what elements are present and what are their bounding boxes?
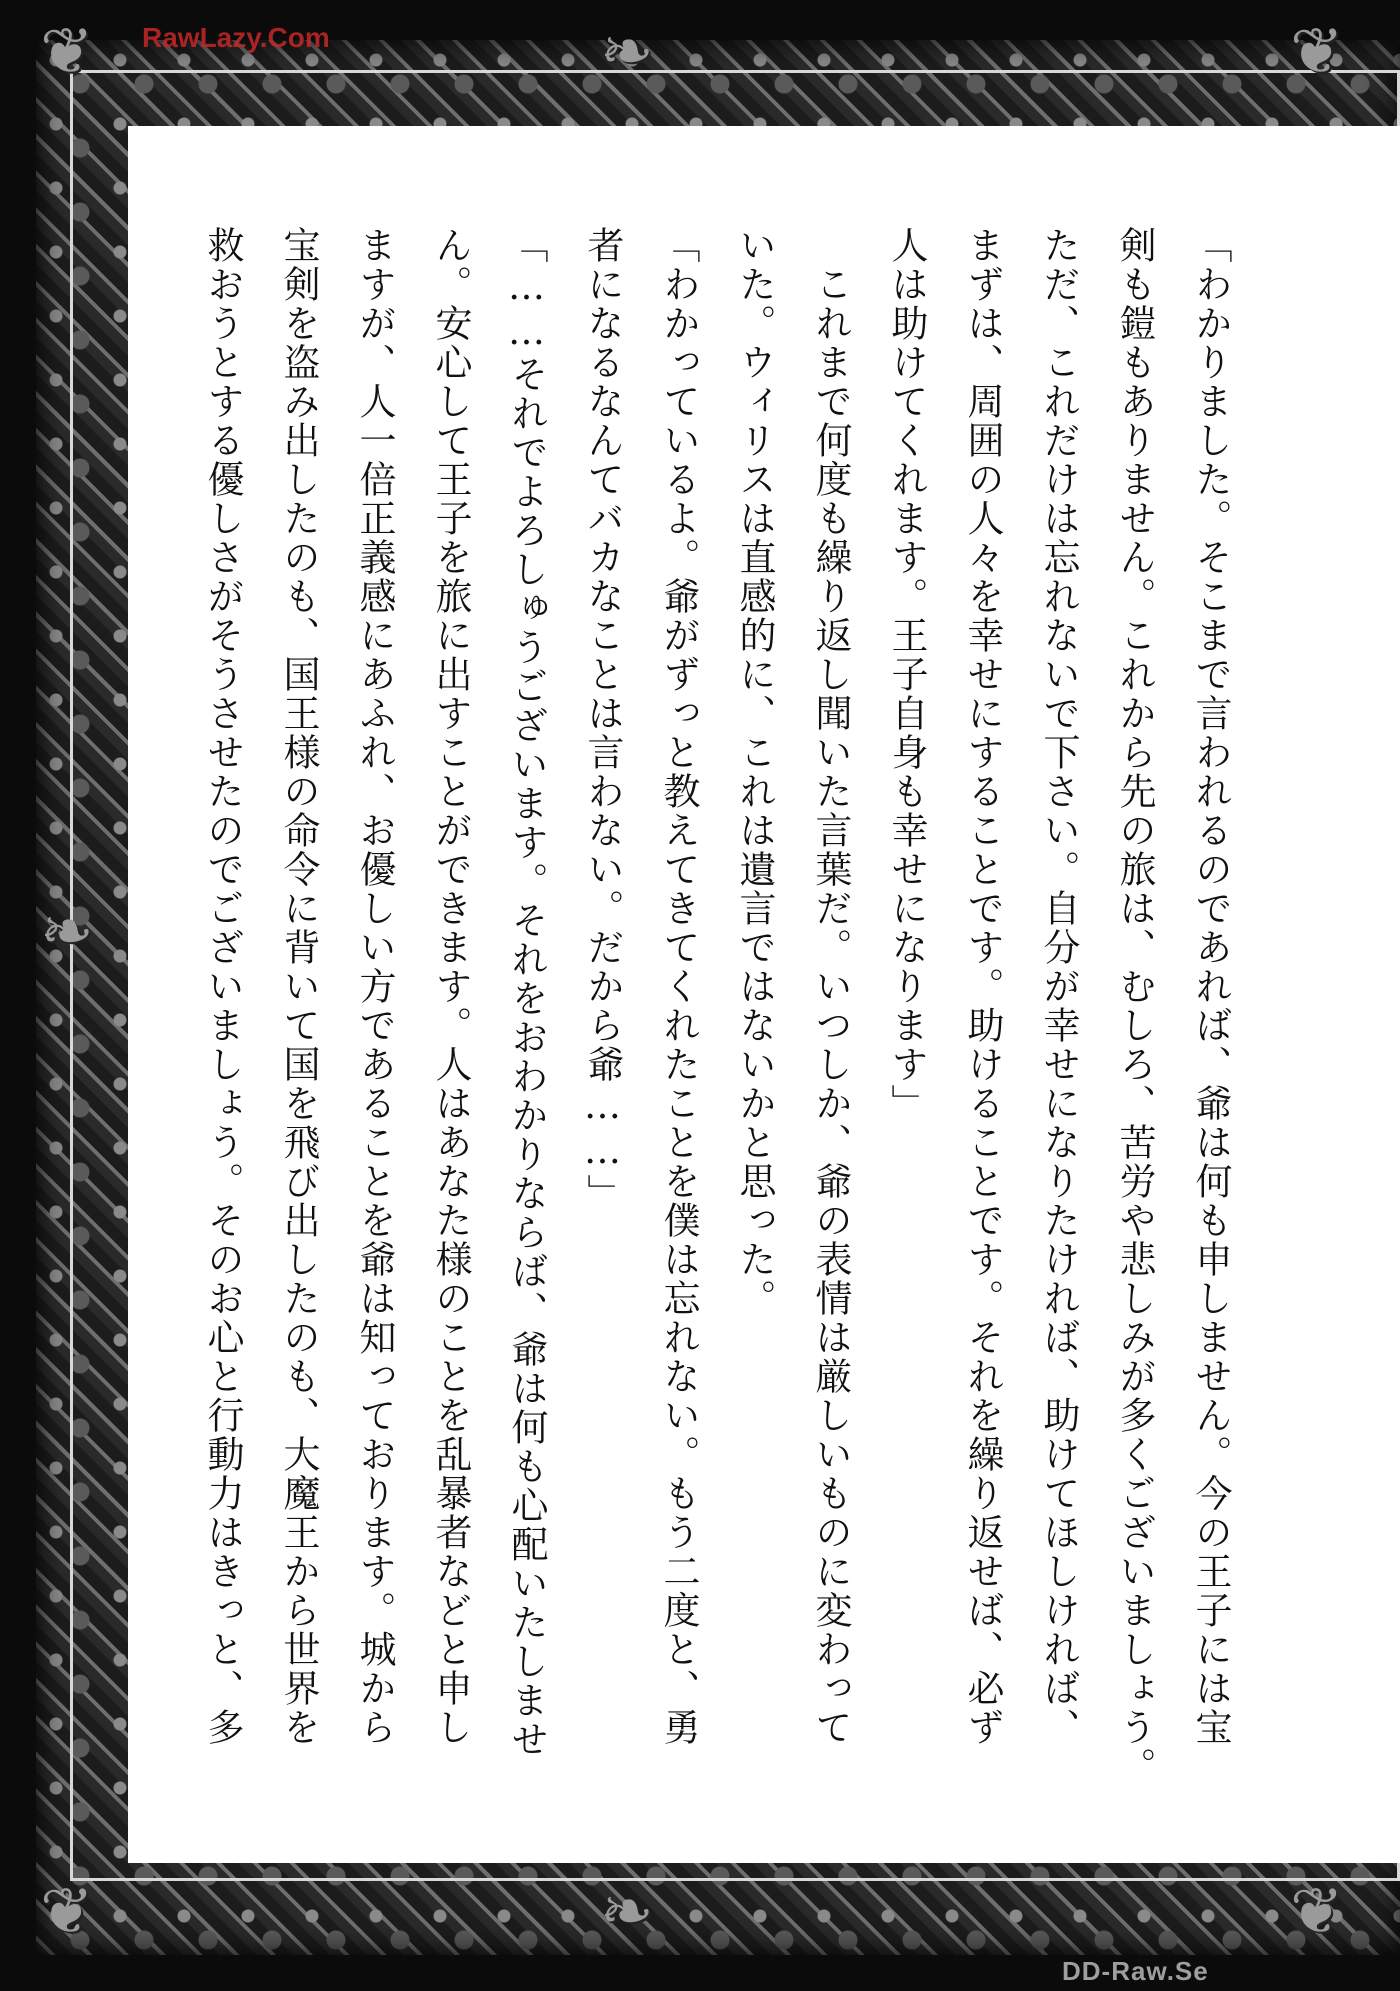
watermark-top: RawLazy.Com — [142, 22, 330, 53]
text-column: 「……それでよろしゅうございます。それをおわかりならば、爺は何も心配いたしませ — [505, 226, 548, 1759]
text-column: 剣も鎧もありません。これから先の旅は、むしろ、苦労や悲しみが多くございましょう。 — [1113, 226, 1156, 1786]
text-column: 「わかっているよ。爺がずっと教えてきてくれたことを僕は忘れない。もう二度と、勇 — [657, 226, 700, 1747]
scroll-ornament-icon: ❦ — [40, 1875, 94, 1949]
text-column: 者になるなんてバカなことは言わない。だから爺……」 — [581, 226, 624, 1213]
scroll-ornament-icon: ❧ — [600, 1875, 654, 1949]
text-column: ますが、人一倍正義感にあふれ、お優しい方であることを爺は知っております。城から — [353, 226, 396, 1747]
scroll-ornament-icon: ❦ — [40, 15, 94, 89]
text-column: 「わかりました。そこまで言われるのであれば、爺は何も申しません。今の王子には宝 — [1189, 226, 1232, 1747]
text-column: ん。安心して王子を旅に出すことができます。人はあなた様のことを乱暴者などと申し — [429, 226, 472, 1747]
scroll-ornament-icon: ❧ — [40, 895, 94, 969]
scroll-ornament-icon: ❧ — [600, 15, 654, 89]
text-column: 救おうとする優しさがそうさせたのでございましょう。そのお心と行動力はきっと、多 — [201, 226, 244, 1747]
text-column: まずは、周囲の人々を幸せにすることです。助けることです。それを繰り返せば、必ず — [961, 226, 1004, 1747]
scroll-ornament-icon: ❦ — [1290, 1875, 1344, 1949]
text-column: これまで何度も繰り返し聞いた言葉だ。いつしか、爺の表情は厳しいものに変わって — [809, 226, 852, 1747]
vertical-text-body — [196, 226, 1236, 1786]
text-column: 人は助けてくれます。王子自身も幸せになります」 — [885, 226, 928, 1123]
scroll-ornament-icon: ❦ — [1290, 15, 1344, 89]
text-column: いた。ウィリスは直感的に、これは遺言ではないかと思った。 — [733, 226, 776, 1318]
watermark-bottom: DD-Raw.Se — [1062, 1956, 1209, 1986]
text-column: 宝剣を盗み出したのも、国王様の命令に背いて国を飛び出したのも、大魔王から世界を — [277, 226, 320, 1747]
text-column: ただ、これだけは忘れないで下さい。自分が幸せになりたければ、助けてほしければ、 — [1037, 226, 1080, 1747]
